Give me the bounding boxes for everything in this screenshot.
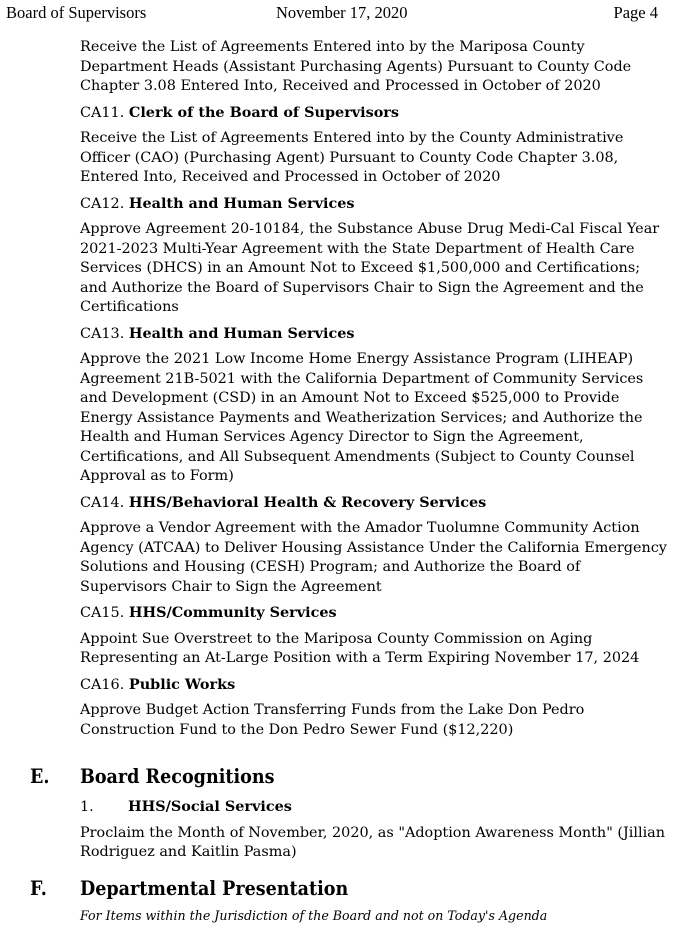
recognition-item-description: Proclaim the Month of November, 2020, as "Adoption Awareness Month" (Jillian Rodriguez and Kaitlin Pasma) bbox=[80, 824, 666, 860]
item-description: Receive the List of Agreements Entered into by the County Administrative Officer (CAO) (Purchasing Agent) Pursuant to County Code Chapter 3.08, Entered Into, Received and Processed in October of 2020 bbox=[80, 130, 624, 185]
section-e-body bbox=[80, 795, 672, 869]
recognition-item-header bbox=[80, 797, 672, 818]
section-f-title: Departmental Presentation bbox=[80, 877, 349, 900]
section-e-title: Board Recognitions bbox=[80, 765, 275, 788]
agenda-item-ca12 bbox=[80, 194, 672, 318]
agenda-item-ca11 bbox=[80, 103, 672, 188]
section-f-note: For Items within the Jurisdiction of the Board and not on Today's Agenda bbox=[80, 908, 548, 923]
item-department: Health and Human Services bbox=[128, 324, 355, 342]
item-code: CA13. bbox=[80, 325, 125, 342]
header-board-name: Board of Supervisors bbox=[6, 3, 147, 22]
item-code: CA11. bbox=[80, 104, 125, 121]
header-date: November 17, 2020 bbox=[276, 3, 408, 22]
item-description: Approve a Vendor Agreement with the Amador Tuolumne Community Action Agency (ATCAA) to Deliver Housing Assistance Under the California Emergency Solutions and Housing (CESH) Program; and Authorize the Board of Supervisors Chair to Sign the Agreement bbox=[80, 520, 667, 595]
item-code: CA12. bbox=[80, 195, 125, 212]
recognition-item-department: HHS/Social Services bbox=[128, 798, 292, 815]
intro-description: Receive the List of Agreements Entered into by the Mariposa County Department Heads (Assistant Purchasing Agents) Pursuant to County Code Chapter 3.08 Entered Into, Received and Processed in October of 2020 bbox=[80, 39, 632, 94]
item-department: HHS/Community Services bbox=[128, 604, 337, 621]
item-description: Approve the 2021 Low Income Home Energy Assistance Program (LIHEAP) Agreement 21B-5021 with the California Department of Community Services and Development (CSD) in an Amount Not to Exceed $525,000 to Provide Energy Assistance Payments and Weatherization Services; and Authorize the Health and Human Services Agency Director to Sign the Agreement, Certifications, and All Subsequent Amendments (Subject to County Counsel Approval as to Form) bbox=[80, 351, 644, 484]
item-code: CA14. bbox=[80, 494, 125, 511]
item-description: Approve Agreement 20-10184, the Substance Abuse Drug Medi-Cal Fiscal Year 2021-2023 Multi-Year Agreement with the State Department of Health Care Services (DHCS) in an Amount Not to Exceed $1,500,000 and Certifications; and Authorize the Board of Supervisors Chair to Sign the Agreement and the Certifications bbox=[80, 221, 660, 315]
agenda-item-ca14 bbox=[80, 493, 672, 598]
item-department: Health and Human Services bbox=[128, 194, 355, 212]
recognition-item-number: 1. bbox=[80, 799, 94, 815]
agenda-item-ca15 bbox=[80, 603, 672, 669]
item-description: Appoint Sue Overstreet to the Mariposa County Commission on Aging Representing an At-Large Position with a Term Expiring November 17, 2024 bbox=[80, 630, 640, 666]
agenda-item-ca13 bbox=[80, 324, 672, 487]
item-department: Public Works bbox=[128, 675, 236, 693]
agenda-item-ca16 bbox=[80, 675, 672, 741]
item-department: HHS/Behavioral Health & Recovery Services bbox=[128, 493, 487, 511]
header-page-number: Page 4 bbox=[613, 3, 658, 22]
section-e-letter: E. bbox=[30, 765, 50, 788]
item-code: CA15. bbox=[80, 605, 125, 621]
item-code: CA16. bbox=[80, 676, 125, 693]
section-f-letter: F. bbox=[30, 877, 47, 900]
agenda-content bbox=[80, 38, 672, 746]
item-description: Approve Budget Action Transferring Funds from the Lake Don Pedro Construction Fund to the Don Pedro Sewer Fund ($12,220) bbox=[80, 702, 585, 738]
item-department: Clerk of the Board of Supervisors bbox=[128, 103, 399, 121]
